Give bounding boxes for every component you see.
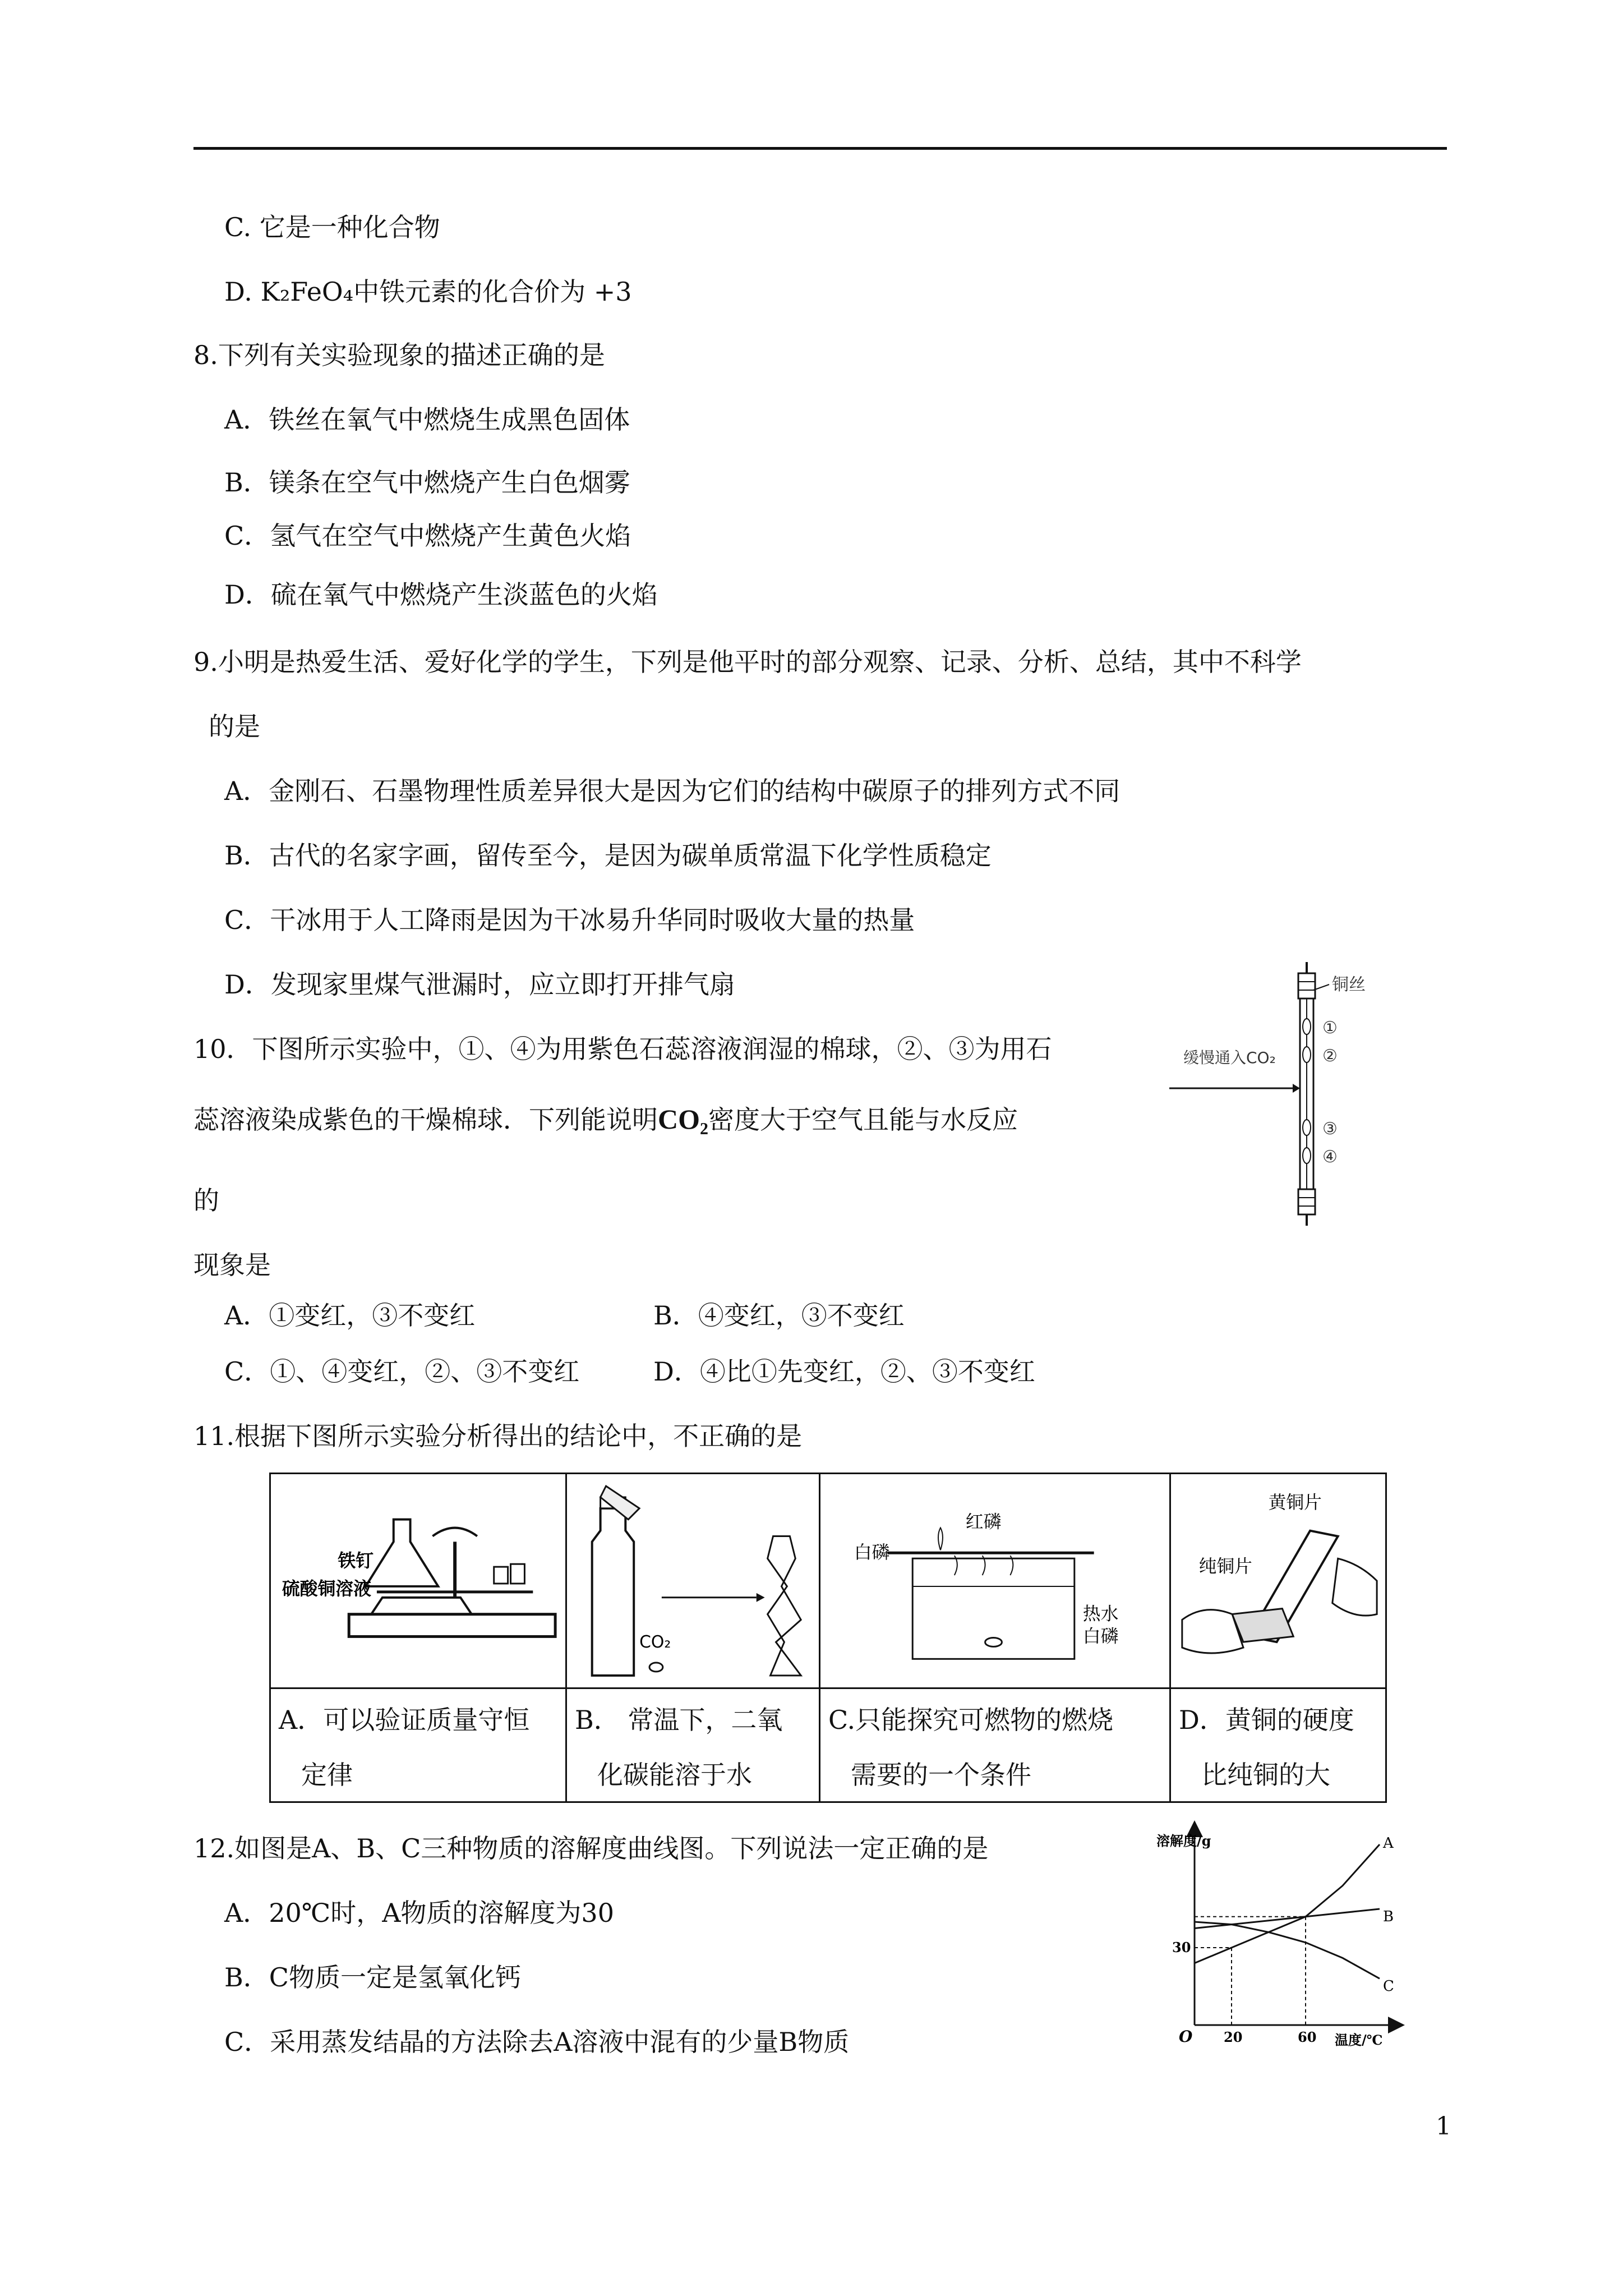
caption-line: B． 常温下，二氧 xyxy=(575,1705,783,1735)
q8-option-d: D．硫在氧气中燃烧产生淡蓝色的火焰 xyxy=(224,579,658,610)
ball-3-label: ③ xyxy=(1322,1119,1338,1139)
white-phosphorus-bottom-label: 白磷 xyxy=(1082,1625,1119,1647)
q10-stem-line3: 的 xyxy=(193,1185,219,1216)
bottle-co2-diagram xyxy=(567,1474,819,1687)
header-rule xyxy=(193,147,1447,150)
q10-option-b: B．④变红，③不变红 xyxy=(653,1300,905,1331)
series-label-C: C xyxy=(1383,1978,1394,1995)
panel-d-image-cell xyxy=(1170,1474,1386,1688)
q10-stem-part: 密度大于空气且能与水反应 xyxy=(708,1105,1018,1135)
ball-4-label: ④ xyxy=(1322,1147,1338,1167)
caption-line: 需要的一个条件 xyxy=(851,1760,1031,1790)
panel-d-caption xyxy=(1170,1688,1386,1802)
panel-b-caption xyxy=(566,1688,820,1802)
q10-option-d: D．④比①先变红，②、③不变红 xyxy=(653,1356,1035,1387)
caption-line: 比纯铜的大 xyxy=(1201,1760,1330,1790)
caption-line: 定律 xyxy=(301,1760,353,1790)
q8-option-c: C．氢气在空气中燃烧产生黄色火焰 xyxy=(224,521,631,551)
pure-copper-label: 纯铜片 xyxy=(1198,1557,1252,1577)
balance-diagram xyxy=(271,1474,565,1687)
q7-option-c: C. 它是一种化合物 xyxy=(224,212,440,242)
iron-nail-label: 铁钉 xyxy=(338,1550,374,1572)
tube-apparatus-diagram xyxy=(1166,959,1458,1228)
caption-line: D．黄铜的硬度 xyxy=(1179,1705,1354,1735)
q9-option-d: D．发现家里煤气泄漏时，应立即打开排气扇 xyxy=(224,969,735,1000)
q8-option-a: A．铁丝在氧气中燃烧生成黑色固体 xyxy=(224,404,630,435)
x-tick-label: 60 xyxy=(1298,2029,1317,2045)
q9-option-a: A．金刚石、石墨物理性质差异很大是因为它们的结构中碳原子的排列方式不同 xyxy=(224,776,1121,806)
co2-inlet-label: 缓慢通入CO₂ xyxy=(1183,1048,1276,1067)
q10-stem: 10．下图所示实验中，①、④为用紫色石蕊溶液润湿的棉球，②、③为用石 xyxy=(193,1034,1052,1064)
copper-wire-label: 铜丝 xyxy=(1332,975,1366,995)
panel-a-image-cell xyxy=(270,1474,566,1688)
curve-A xyxy=(1195,1844,1380,1963)
curve-B xyxy=(1195,1909,1380,1929)
q10-option-a: A．①变红，③不变红 xyxy=(224,1300,476,1331)
q11-stem: 11.根据下图所示实验分析得出的结论中，不正确的是 xyxy=(193,1421,803,1451)
co2-formula: CO₂ xyxy=(658,1103,708,1135)
q7-option-d: D. K₂FeO₄中铁元素的化合价为 +3 xyxy=(224,277,632,307)
q9-stem: 9.小明是热爱生活、爱好化学的学生，下列是他平时的部分观察、记录、分析、总结，其中不科学 xyxy=(193,647,1302,677)
solubility-chart xyxy=(1155,1818,1413,2053)
q9-option-c: C．干冰用于人工降雨是因为干冰易升华同时吸收大量的热量 xyxy=(224,905,915,935)
co2-label: CO₂ xyxy=(639,1632,671,1653)
curve-C xyxy=(1195,1922,1380,1978)
q12-option-a: A．20℃时，A物质的溶解度为30 xyxy=(224,1898,614,1928)
q12-stem: 12.如图是A、B、C三种物质的溶解度曲线图。下列说法一定正确的是 xyxy=(193,1833,989,1864)
caption-line: C.只能探究可燃物的燃烧 xyxy=(828,1705,1114,1735)
ball-1-label: ① xyxy=(1322,1018,1338,1038)
panel-c-caption xyxy=(820,1688,1170,1802)
q8-stem: 8.下列有关实验现象的描述正确的是 xyxy=(193,340,605,370)
page-number: 1 xyxy=(1436,2112,1451,2141)
q10-stem-part: 蕊溶液染成紫色的干燥棉球．下列能说明 xyxy=(193,1105,658,1135)
q10-option-c: C．①、④变红，②、③不变红 xyxy=(224,1356,580,1387)
panel-c-image-cell xyxy=(820,1474,1170,1688)
ball-2-label: ② xyxy=(1322,1046,1338,1066)
hot-water-label: 热水 xyxy=(1082,1603,1119,1625)
q12-option-c: C．采用蒸发结晶的方法除去A溶液中混有的少量B物质 xyxy=(224,2027,850,2057)
q12-option-b: B．C物质一定是氢氧化钙 xyxy=(224,1962,521,1993)
x-axis-label: 温度/℃ xyxy=(1335,2032,1383,2048)
y-tick-label: 30 xyxy=(1172,1939,1191,1955)
panel-b-image-cell xyxy=(566,1474,820,1688)
origin-label: O xyxy=(1179,2027,1193,2046)
q10-stem-line4: 现象是 xyxy=(193,1250,271,1280)
q9-stem-cont: 的是 xyxy=(209,711,260,742)
solubility-chart-svg xyxy=(1155,1818,1413,2053)
q8-option-b: B．镁条在空气中燃烧产生白色烟雾 xyxy=(224,467,630,498)
copper-sulfate-label: 硫酸铜溶液 xyxy=(282,1577,371,1599)
y-axis-label: 溶解度/g xyxy=(1156,1833,1211,1849)
x-tick-label: 20 xyxy=(1224,2029,1243,2045)
phosphorus-combustion-diagram xyxy=(820,1474,1169,1687)
series-label-B: B xyxy=(1383,1908,1394,1925)
red-phosphorus-label: 红磷 xyxy=(965,1511,1002,1533)
brass-sheet-label: 黄铜片 xyxy=(1268,1493,1322,1513)
q10-stem-line2 xyxy=(193,1102,1018,1137)
co2-tube-figure xyxy=(1166,959,1458,1228)
q9-option-b: B．古代的名家字画，留传至今，是因为碳单质常温下化学性质稳定 xyxy=(224,840,992,871)
brass-scratch-diagram xyxy=(1171,1474,1385,1687)
q11-experiment-table xyxy=(269,1473,1387,1803)
caption-line: A．可以验证质量守恒 xyxy=(279,1705,530,1735)
series-label-A: A xyxy=(1383,1835,1394,1852)
white-phosphorus-top-label: 白磷 xyxy=(854,1542,890,1563)
panel-a-caption xyxy=(270,1688,566,1802)
caption-line: 化碳能溶于水 xyxy=(597,1760,752,1790)
